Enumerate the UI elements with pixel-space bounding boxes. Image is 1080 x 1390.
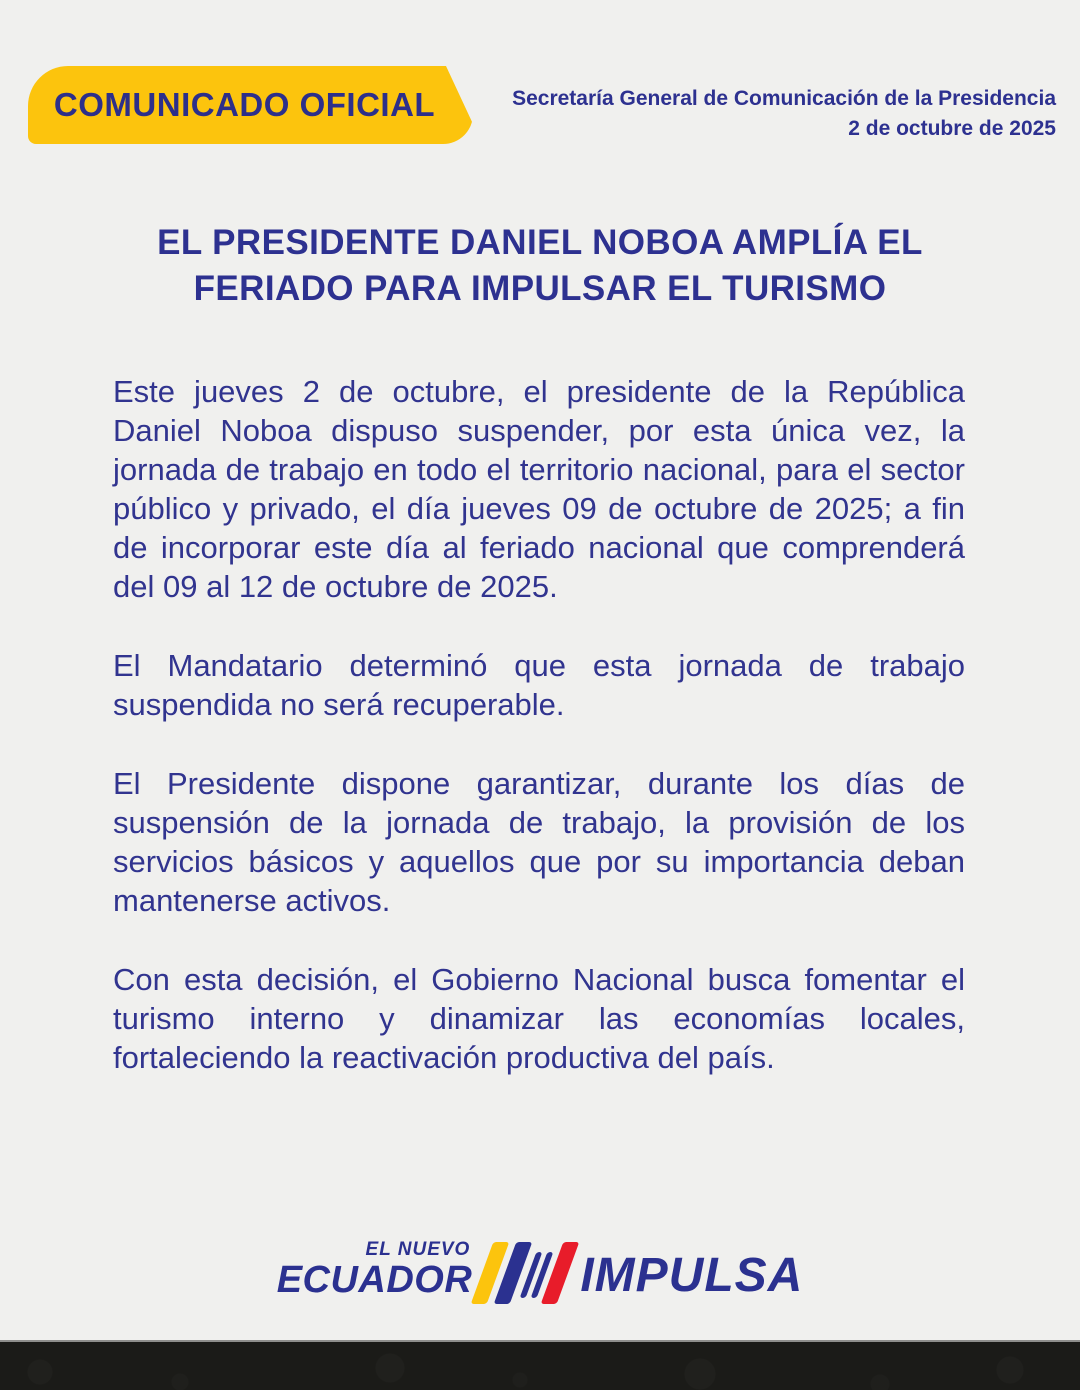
logo-brand-word: ECUADOR: [276, 1259, 473, 1301]
page-title: [60, 220, 1020, 312]
paragraph-2: El Mandatario determinó que esta jornada de trabajo suspendida no será recuperable.: [113, 648, 965, 722]
page-title-line1: EL PRESIDENTE DANIEL NOBOA AMPLÍA EL: [157, 223, 923, 262]
logo-tagline: EL NUEVO: [365, 1239, 471, 1260]
flag-stripes-icon: [482, 1242, 568, 1304]
comunicado-oficial-badge: [28, 66, 473, 144]
paragraph-1: Este jueves 2 de octubre, el presidente de la República Daniel Noboa dispuso suspender, por esta única vez, la jornada de trabajo en todo el territorio nacional, para el sector público y privado, el día jueves 09 de octubre de 2025; a fin de incorporar este día al feriado nacional que comprenderá del 09 al 12 de octubre de 2025.: [113, 374, 965, 604]
page-title-line2: FERIADO PARA IMPULSAR EL TURISMO: [193, 269, 887, 308]
header-meta: [512, 84, 1056, 144]
el-nuevo-ecuador-block: [276, 1239, 473, 1301]
header-date-line: 2 de octubre de 2025: [848, 117, 1056, 140]
header-source-line: Secretaría General de Comunicación de la Presidencia: [512, 87, 1056, 110]
paragraph-4: Con esta decisión, el Gobierno Nacional busca fomentar el turismo interno y dinamizar las economías locales, fortaleciendo la reactivación productiva del país.: [113, 962, 965, 1075]
body-copy: [113, 372, 965, 1117]
paragraph-3: El Presidente dispone garantizar, durante los días de suspensión de la jornada de trabajo, la provisión de los servicios básicos y aquellos que por su importancia deban mantenerse activos.: [113, 766, 965, 918]
chat-wallpaper-band: [0, 1340, 1080, 1390]
stripe-red-icon: [541, 1242, 580, 1304]
logo-action-word: IMPULSA: [580, 1249, 804, 1302]
ecuador-impulsa-logo: [0, 1218, 1080, 1302]
badge-label: COMUNICADO OFICIAL: [53, 86, 436, 123]
